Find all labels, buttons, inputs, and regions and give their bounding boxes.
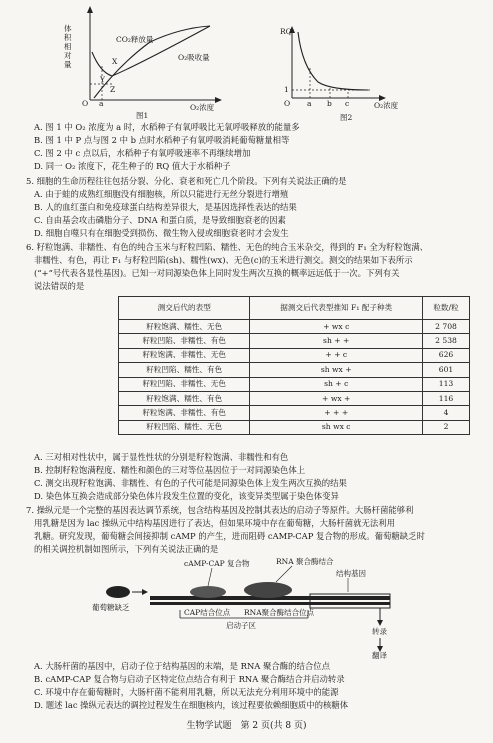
table-cell: 2 708	[423, 320, 470, 334]
figure-1	[60, 4, 230, 120]
page-footer: 生物学试题 第 2 页(共 8 页)	[186, 721, 307, 731]
q7-option-a: A. 大肠杆菌的基因中，启动子位于结构基因的末端，是 RNA 聚合酶的结合位点	[34, 661, 331, 671]
table-cell: + + +	[250, 406, 423, 420]
fig1-tick-a: a	[99, 99, 104, 108]
table-header: 粒数/粒	[423, 297, 470, 320]
fig1-point-z: Z	[110, 85, 116, 94]
table-row	[119, 363, 470, 377]
q7-stem-line-2: 用乳糖是因为 lac 操纵元中结构基因进行了表达，但如果环境中存在葡萄糖，大肠杆菌就无法利用	[34, 518, 396, 528]
q6-stem-line-2: 非糯性、有色，再让 F₁ 与籽粒凹陷(sh)、糯性(wx)、无色(c)的玉米进行测交。测交的结果如下表所示	[34, 255, 413, 265]
q7-stem-line-3: 乳糖。研究发现，葡萄糖会间接抑制 cAMP 的产生，进而阻碍 cAMP-CAP 复合物的形成。葡萄糖缺乏时	[34, 531, 425, 541]
glucose-lack-label: 葡萄糖缺乏	[92, 603, 130, 612]
rnap-binding-label: RNA 聚合酶结合	[276, 557, 334, 566]
cap-site-label: CAP结合位点	[184, 608, 231, 617]
q6-option-a: A. 三对相对性状中，属于显性性状的分别是籽粒饱满、非糯性和有色	[34, 452, 289, 462]
testcross-table	[118, 296, 470, 435]
rnap-site-label: RNA聚合酶结合位点	[244, 608, 315, 617]
q7-option-d: D. 题述 lac 操纵元表达的调控过程发生在细胞核内，该过程要依赖细胞质中的核糖体	[34, 700, 349, 710]
table-cell: sh + +	[250, 334, 423, 348]
fig2-y1: 1	[284, 85, 289, 94]
fig2-origin: O	[284, 99, 291, 108]
q6-stem-line-1: 6. 籽粒饱满、非糯性、有色的纯合玉米与籽粒凹陷、糯性、无色的纯合玉米杂交，得到的 F₁ 全为籽粒饱满、	[26, 242, 429, 252]
fig1-ylabel: 体积相对量	[64, 24, 72, 69]
table-header-row	[119, 297, 470, 320]
table-header: 据测交后代表型推知 F₁ 配子种类	[250, 297, 423, 320]
table-row	[119, 406, 470, 420]
table-cell: + wx +	[250, 391, 423, 405]
table-cell: 626	[423, 348, 470, 362]
table-cell: 113	[423, 377, 470, 391]
q5-option-d: D. 细胞自噬只有在细胞受到损伤、微生物入侵或细胞衰老时才会发生	[34, 228, 289, 238]
camp-cap-label: cAMP-CAP 复合物	[184, 559, 250, 568]
table-row	[119, 334, 470, 348]
table-cell: 2	[423, 420, 470, 434]
table-cell: 籽粒凹陷、非糯性、无色	[119, 377, 250, 391]
structural-gene-label: 结构基因	[336, 569, 366, 578]
q7-stem-line-4: 的相关调控机制如图所示，下列有关说法正确的是	[34, 544, 219, 554]
table-cell: 籽粒凹陷、非糯性、有色	[119, 334, 250, 348]
fig2-tick-a: a	[307, 99, 312, 108]
table-cell: + wx c	[250, 320, 423, 334]
table-cell: 116	[423, 391, 470, 405]
fig1-point-x: X	[112, 57, 118, 66]
fig1-point-y: Y	[100, 75, 105, 84]
table-row	[119, 320, 470, 334]
q7-stem-line-1: 7. 操纵元是一个完整的基因表达调节系统，包含结构基因及控制其表达的启动子等原件。大肠杆菌能够利	[26, 505, 414, 515]
table-cell: sh wx +	[250, 363, 423, 377]
table-row	[119, 391, 470, 405]
q7-option-c: C. 环境中存在葡萄糖时，大肠杆菌不能利用乳糖，所以无法充分利用环境中的能源	[34, 687, 339, 697]
table-header: 测交后代的表型	[119, 297, 250, 320]
table-cell: 籽粒饱满、非糯性、有色	[119, 406, 250, 420]
q6-option-b: B. 控制籽粒饱满程度、糯性和颜色的三对等位基因位于一对同源染色体上	[34, 465, 306, 475]
q6-stem-line-4: 说法错误的是	[34, 281, 85, 291]
table-cell: 籽粒凹陷、糯性、无色	[119, 420, 250, 434]
transcription-label: 转录	[372, 627, 387, 636]
table-cell: 籽粒凹陷、糯性、有色	[119, 363, 250, 377]
table-row	[119, 348, 470, 362]
fig1-xlabel: O₂浓度	[190, 103, 215, 112]
table-cell: 601	[423, 363, 470, 377]
table-row	[119, 420, 470, 434]
figure-2-graph	[278, 26, 453, 106]
table-cell: sh wx c	[250, 420, 423, 434]
q4-option-d: D. 同一 O₂ 浓度下，花生种子的 RQ 值大于水稻种子	[34, 161, 231, 171]
q4-option-c: C. 图 2 中 c 点以后，水稻种子有氧呼吸速率不再继续增加	[34, 148, 251, 158]
table-cell: sh + c	[250, 377, 423, 391]
q6-option-d: D. 染色体互换会造成部分染色体片段发生位置的变化，该变异类型属于染色体变异	[34, 491, 339, 501]
fig1-co2-label: CO₂释放量	[116, 35, 154, 44]
q5-stem: 5. 细胞的生命历程往往包括分裂、分化、衰老和死亡几个阶段。下列有关说法正确的是	[26, 176, 347, 186]
q4-option-b: B. 图 1 中 P 点与图 2 中 b 点时水稻种子有氧呼吸消耗葡萄糖量相等	[34, 135, 290, 145]
fig2-ylabel: RQ	[280, 27, 292, 36]
translation-label: 翻译	[372, 651, 387, 660]
fig1-caption: 图1	[136, 111, 149, 120]
table-cell: 4	[423, 406, 470, 420]
q5-option-a: A. 由于蛙的成熟红细胞没有细胞核，所以只能进行无丝分裂进行增殖	[34, 189, 289, 199]
fig1-o2-label: O₂吸收量	[178, 53, 210, 62]
q6-option-c: C. 测交出现籽粒饱满、非糯性、有色的子代可能是同源染色体上发生两次互换的结果	[34, 478, 347, 488]
q7-option-b: B. cAMP-CAP 复合物与启动子区特定位点结合有利于 RNA 聚合酶结合并启动转录	[34, 674, 345, 684]
table-row	[119, 377, 470, 391]
fig2-tick-c: c	[345, 99, 350, 108]
fig2-caption: 图2	[340, 113, 353, 122]
q5-option-c: C. 自由基会攻击磷脂分子、DNA 和蛋白质，是导致细胞衰老的因素	[34, 215, 286, 225]
table-cell: 籽粒饱满、糯性、有色	[119, 391, 250, 405]
q4-option-a: A. 图 1 中 O₂ 浓度为 a 时，水稻种子有氧呼吸比无氧呼吸释放的能量多	[34, 122, 300, 132]
fig2-tick-b: b	[327, 99, 332, 108]
fig2-xlabel: O₂浓度	[374, 101, 399, 110]
table-cell: 籽粒饱满、非糯性、无色	[119, 348, 250, 362]
q5-option-b: B. 人的血红蛋白和免疫球蛋白结构差异很大，是基因选择性表达的结果	[34, 202, 297, 212]
lac-operon-diagram	[80, 558, 410, 658]
table-cell: + + c	[250, 348, 423, 362]
table-cell: 2 538	[423, 334, 470, 348]
figure-2	[278, 26, 453, 126]
fig1-origin: O	[82, 99, 89, 108]
table-cell: 籽粒饱满、糯性、无色	[119, 320, 250, 334]
q6-stem-line-3: (“+”号代表各显性基因)。已知一对同源染色体上同时发生两次互换的概率远远低于一次。下列有关	[34, 268, 400, 278]
promoter-label: 启动子区	[226, 621, 256, 630]
